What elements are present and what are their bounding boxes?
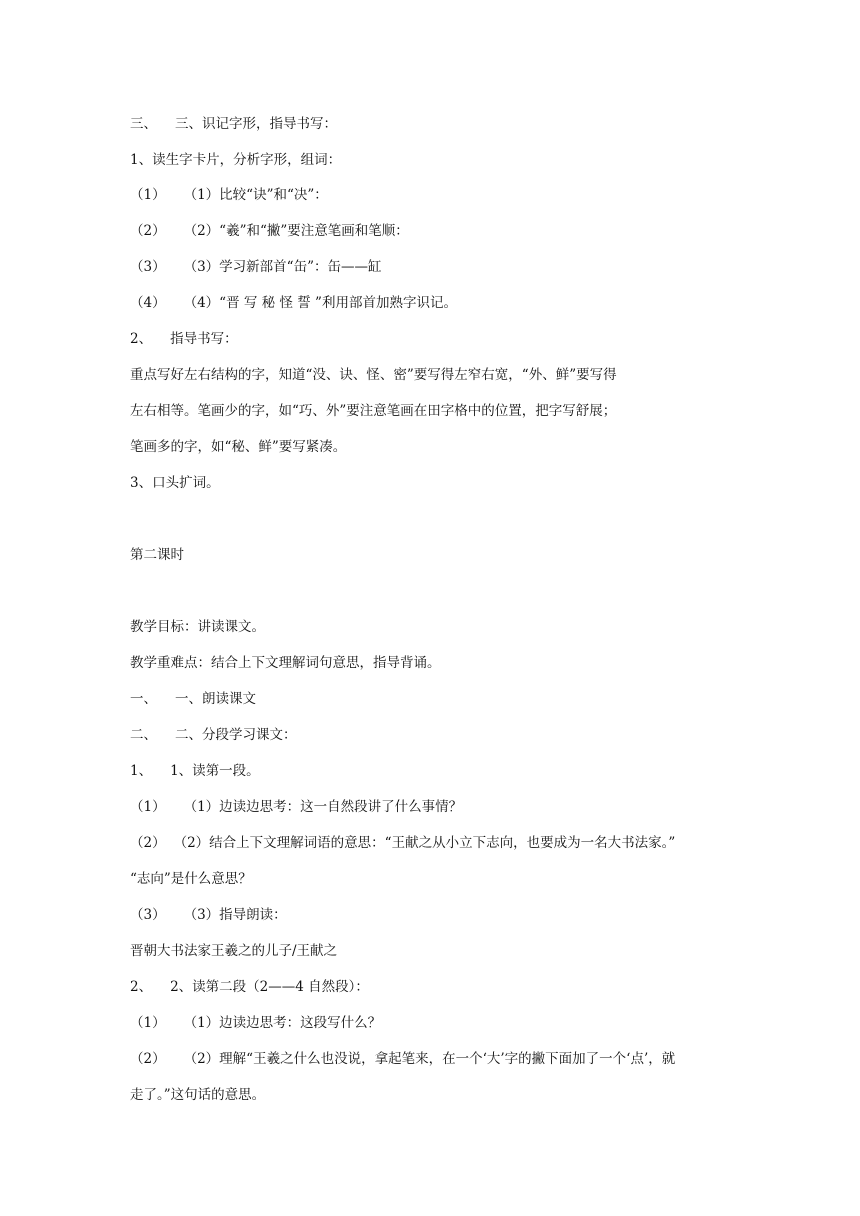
list-marker: （2） [130,1051,166,1067]
list-marker: 2、 [130,331,153,347]
step-heading [130,690,256,708]
list-text: （1）边读边思考：这一自然段讲了什么事情？ [183,799,463,815]
list-item: 1、读生字卡片，分析字形，组词： [130,152,342,168]
paragraph-line: “志向”是什么意思？ [130,871,252,887]
list-item [130,222,409,240]
list-text: （1）边读边思考：这段写什么？ [183,1015,382,1031]
list-item [130,1050,675,1068]
paragraph-line: 笔画多的字，如“秘、鲜”要写紧凑。 [130,439,347,455]
list-item [130,798,462,816]
list-item [130,330,238,348]
list-marker: 二、 [130,727,157,743]
paragraph-line: 左右相等。笔画少的字，如“巧、外”要注意笔画在田字格中的位置，把字写舒展； [130,403,617,419]
list-text: 1、读第一段。 [170,763,260,779]
list-marker: 一、 [130,691,157,707]
list-text: （2）理解“王羲之什么也没说，拿起笔来，在一个‘大’字的撇下面加了一个‘点’，就 [183,1051,676,1067]
list-marker: （3） [130,907,166,923]
list-item [130,834,675,852]
list-item [130,294,457,312]
list-text: （4）“晋 写 秘 怪 誓 ”利用部首加熟字识记。 [183,295,457,311]
reading-guide: 晋朝大书法家王羲之的儿子/王献之 [130,943,338,959]
teaching-key-points: 教学重难点：结合上下文理解词句意思，指导背诵。 [130,655,441,671]
list-text: 指导书写： [170,331,238,347]
paragraph-line: 走了。”这句话的意思。 [130,1087,266,1103]
list-text: （2）“羲”和“撇”要注意笔画和笔顺： [183,223,409,239]
list-item [130,1014,381,1032]
list-marker: 三、 [130,116,157,132]
list-marker: （2） [130,835,166,851]
list-item [130,186,328,204]
list-item [130,258,382,276]
heading-text: 三、识记字形，指导书写： [175,116,337,132]
list-text: （2）结合上下文理解词语的意思：“王献之从小立下志向，也要成为一名大书法家。” [173,835,676,851]
step-heading [130,726,297,744]
list-text: 2、读第二段（2——4 自然段）： [170,979,369,995]
list-marker: 2、 [130,979,153,995]
list-text: （3）指导朗读： [183,907,287,923]
list-text: （3）学习新部首“缶”：缶——缸 [183,259,382,275]
list-marker: （2） [130,223,166,239]
list-marker: （4） [130,295,166,311]
list-item [130,762,260,780]
list-text: 二、分段学习课文： [175,727,297,743]
list-marker: （1） [130,187,166,203]
list-text: 一、朗读课文 [175,691,256,707]
list-marker: 1、 [130,763,153,779]
teaching-goal: 教学目标：讲读课文。 [130,619,265,635]
list-item [130,906,287,924]
list-item [130,978,369,996]
lesson-title: 第二课时 [130,547,184,563]
list-marker: （1） [130,799,166,815]
paragraph-line: 重点写好左右结构的字，知道“没、诀、怪、密”要写得左窄右宽，“外、鲜”要写得 [130,367,617,383]
list-marker: （3） [130,259,166,275]
list-marker: （1） [130,1015,166,1031]
list-item: 3、口头扩词。 [130,475,220,491]
list-text: （1）比较“诀”和“决”： [183,187,328,203]
section-heading [130,115,337,133]
